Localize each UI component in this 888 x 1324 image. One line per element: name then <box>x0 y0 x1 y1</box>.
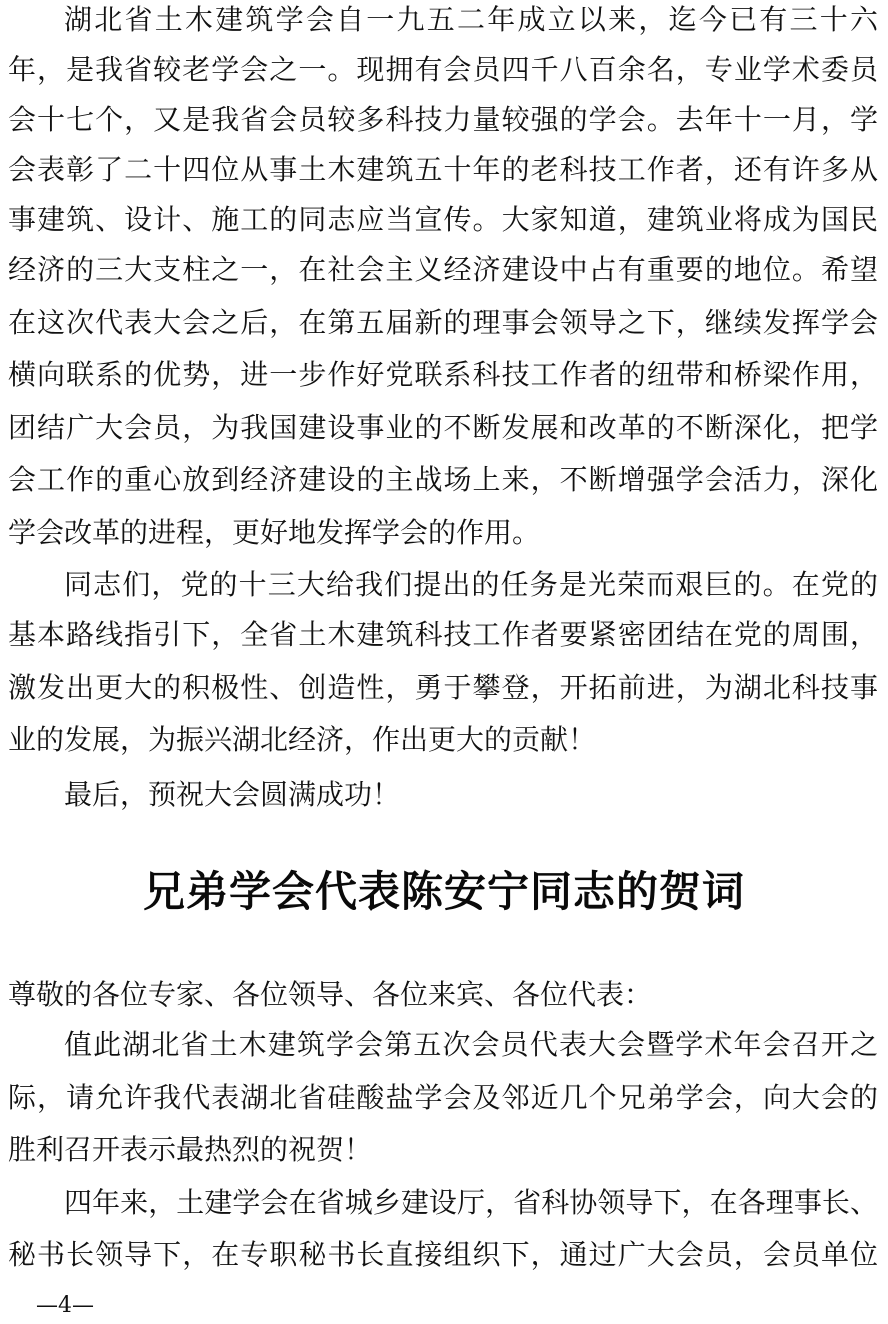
paragraph-line: 事建筑、设计、施工的同志应当宣传。大家知道，建筑业将成为国民 <box>8 203 878 236</box>
paragraph-line: 四年来，土建学会在省城乡建设厅，省科协领导下，在各理事长、 <box>64 1186 878 1219</box>
paragraph-line: 会表彰了二十四位从事土木建筑五十年的老科技工作者，还有许多从 <box>8 153 878 186</box>
section-heading: 兄弟学会代表陈安宁同志的贺词 <box>142 867 745 916</box>
paragraph-line: 会工作的重心放到经济建设的主战场上来，不断增强学会活力，深化 <box>8 463 878 496</box>
paragraph-line: 学会改革的进程，更好地发挥学会的作用。 <box>8 516 541 549</box>
paragraph-line: 经济的三大支柱之一，在社会主义经济建设中占有重要的地位。希望 <box>8 253 878 286</box>
paragraph-line: 湖北省土木建筑学会自一九五二年成立以来，迄今已有三十六 <box>64 3 878 36</box>
paragraph-line: 在这次代表大会之后，在第五届新的理事会领导之下，继续发挥学会 <box>8 306 878 339</box>
paragraph-line: 基本路线指引下，全省土木建筑科技工作者要紧密团结在党的周围， <box>8 618 878 651</box>
paragraph-line: 激发出更大的积极性、创造性，勇于攀登，开拓前进，为湖北科技事 <box>8 671 878 704</box>
paragraph-line: 值此湖北省土木建筑学会第五次会员代表大会暨学术年会召开之 <box>64 1028 878 1061</box>
paragraph-line: 最后，预祝大会圆满成功！ <box>64 778 401 811</box>
paragraph-line: 同志们，党的十三大给我们提出的任务是光荣而艰巨的。在党的 <box>64 568 878 601</box>
paragraph-line: 胜利召开表示最热烈的祝贺！ <box>8 1133 373 1166</box>
paragraph-line: 年，是我省较老学会之一。现拥有会员四千八百余名，专业学术委员 <box>8 53 878 86</box>
page-number: —4— <box>36 1293 94 1318</box>
paragraph-line: 业的发展，为振兴湖北经济，作出更大的贡献！ <box>8 723 597 756</box>
paragraph-line: 会十七个，又是我省会员较多科技力量较强的学会。去年十一月，学 <box>8 103 878 136</box>
paragraph-line: 际，请允许我代表湖北省硅酸盐学会及邻近几个兄弟学会，向大会的 <box>8 1081 878 1114</box>
paragraph-line: 团结广大会员，为我国建设事业的不断发展和改革的不断深化，把学 <box>8 411 878 444</box>
paragraph-line: 秘书长领导下，在专职秘书长直接组织下，通过广大会员，会员单位 <box>8 1238 878 1271</box>
paragraph-line: 横向联系的优势，进一步作好党联系科技工作者的纽带和桥梁作用， <box>8 358 878 391</box>
salutation: 尊敬的各位专家、各位领导、各位来宾、各位代表： <box>8 978 653 1011</box>
